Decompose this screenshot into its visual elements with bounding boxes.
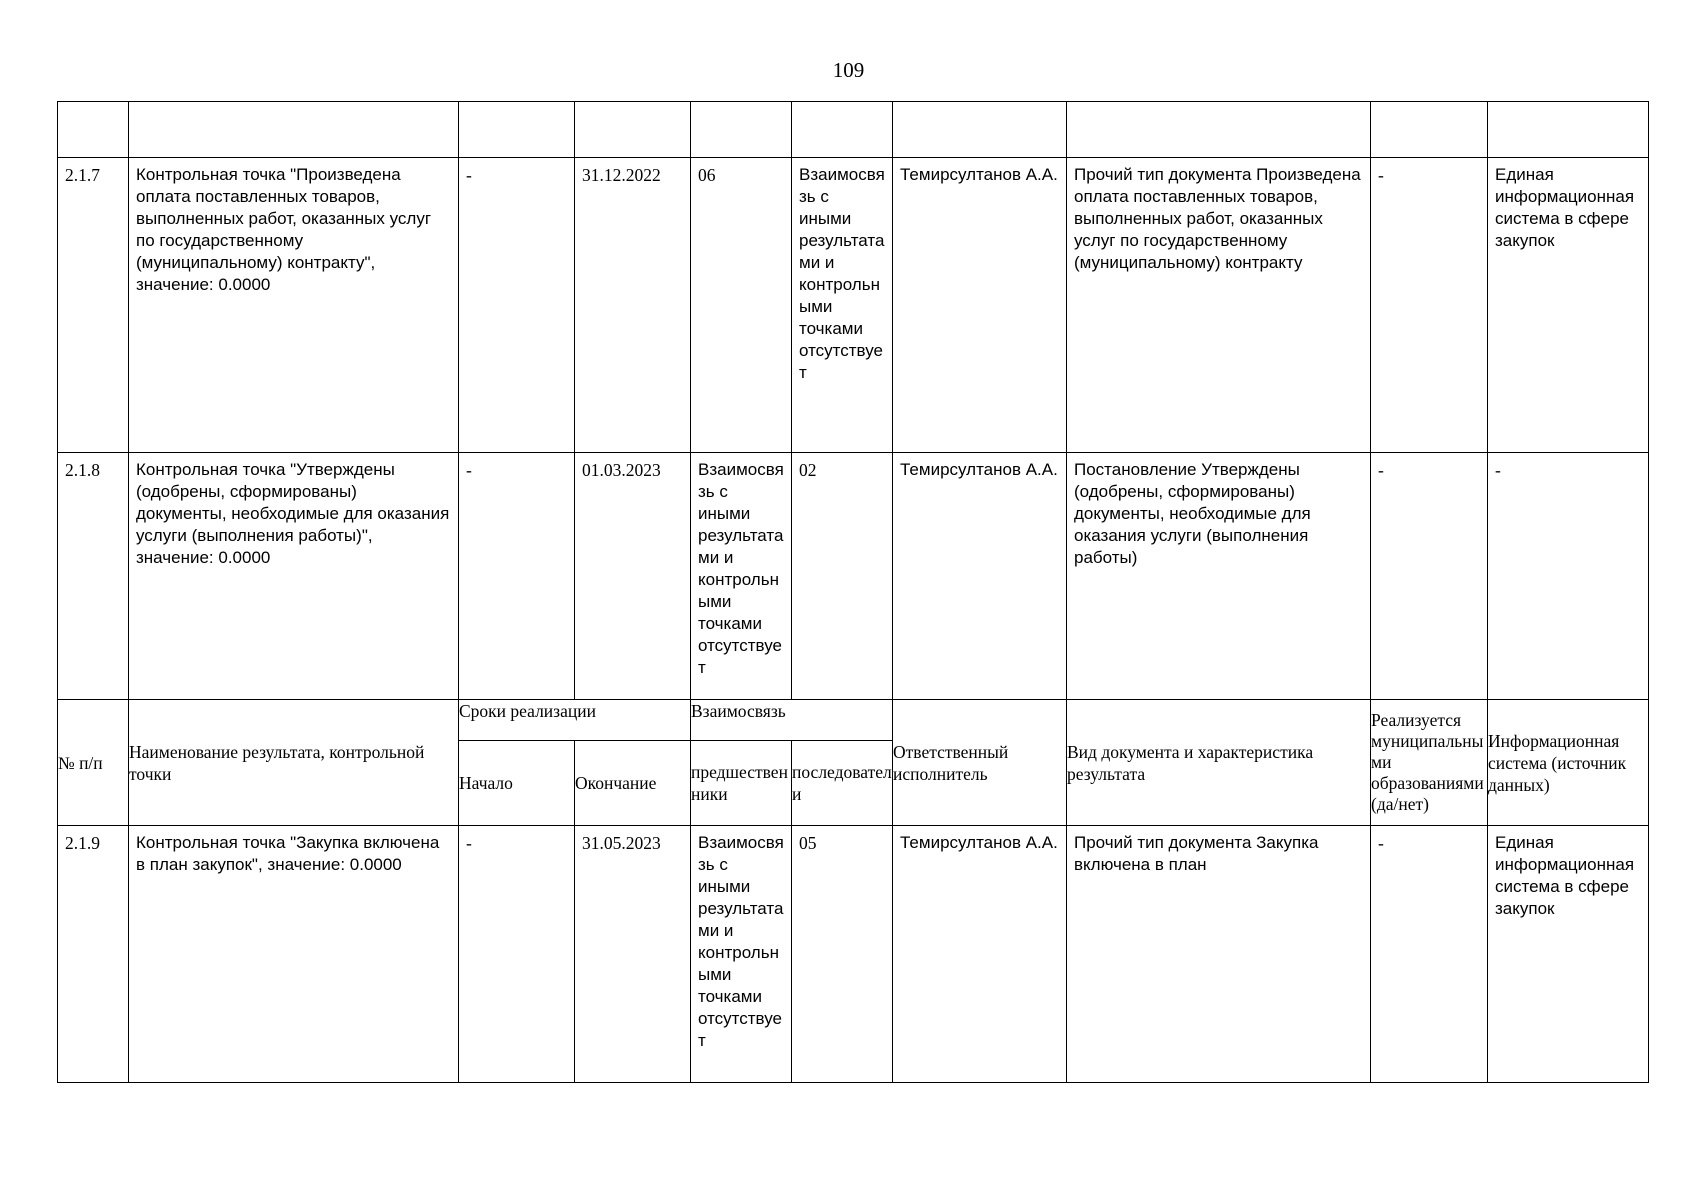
header-system: Информационная система (источник данных) xyxy=(1488,700,1649,826)
end-date: 01.03.2023 xyxy=(575,453,691,700)
municipal: - xyxy=(1371,826,1488,1083)
start-date: - xyxy=(459,158,575,453)
responsible: Темирсултанов А.А. xyxy=(893,158,1067,453)
responsible: Темирсултанов А.А. xyxy=(893,453,1067,700)
header-relation: Взаимосвязь xyxy=(691,700,893,741)
info-system: Единая информационная система в сфере закупок xyxy=(1488,158,1649,453)
header-terms: Сроки реализации xyxy=(459,700,691,741)
table-cell xyxy=(1067,102,1371,158)
row-number: 2.1.7 xyxy=(58,158,129,453)
header-predecessors: предшественники xyxy=(691,741,792,826)
row-number: 2.1.8 xyxy=(58,453,129,700)
predecessors: Взаимосвязь с иными результатами и контрольными точками отсутствует xyxy=(691,826,792,1083)
table-cell xyxy=(792,102,893,158)
predecessors: Взаимосвязь с иными результатами и контрольными точками отсутствует xyxy=(691,453,792,700)
info-system: Единая информационная система в сфере закупок xyxy=(1488,826,1649,1083)
result-name: Контрольная точка "Закупка включена в план закупок", значение: 0.0000 xyxy=(129,826,459,1083)
predecessors: 06 xyxy=(691,158,792,453)
table-cell xyxy=(58,102,129,158)
document-type: Прочий тип документа Произведена оплата поставленных товаров, выполненных работ, оказанных услуг по государственному (муниципальному) контракту xyxy=(1067,158,1371,453)
start-date: - xyxy=(459,826,575,1083)
document-type: Постановление Утверждены (одобрены, сформированы) документы, необходимые для оказания услуги (выполнения работы) xyxy=(1067,453,1371,700)
header-num: № п/п xyxy=(58,700,129,826)
document-type: Прочий тип документа Закупка включена в план xyxy=(1067,826,1371,1083)
result-name: Контрольная точка "Произведена оплата поставленных товаров, выполненных работ, оказанных услуг по государственному (муниципальному) контракту", значение: 0.0000 xyxy=(129,158,459,453)
municipal: - xyxy=(1371,453,1488,700)
header-municipal: Реализуется муниципальными образованиями (да/нет) xyxy=(1371,700,1488,826)
table-cell xyxy=(1371,102,1488,158)
header-row-top xyxy=(58,700,1649,741)
table-cell xyxy=(575,102,691,158)
table-cell xyxy=(691,102,792,158)
page-number: 109 xyxy=(832,58,865,82)
info-system: - xyxy=(1488,453,1649,700)
responsible: Темирсултанов А.А. xyxy=(893,826,1067,1083)
successors: Взаимосвязь с иными результатами и контрольными точками отсутствует xyxy=(792,158,893,453)
result-name: Контрольная точка "Утверждены (одобрены, сформированы) документы, необходимые для оказания услуги (выполнения работы)", значение: 0.0000 xyxy=(129,453,459,700)
header-document: Вид документа и характеристика результата xyxy=(1067,700,1371,826)
row-number: 2.1.9 xyxy=(58,826,129,1083)
end-date: 31.05.2023 xyxy=(575,826,691,1083)
successors: 02 xyxy=(792,453,893,700)
table-cell xyxy=(129,102,459,158)
start-date: - xyxy=(459,453,575,700)
header-start: Начало xyxy=(459,741,575,826)
table-cell xyxy=(1488,102,1649,158)
header-responsible: Ответственный исполнитель xyxy=(893,700,1067,826)
table-row xyxy=(58,826,1649,1083)
header-successors: последователи xyxy=(792,741,893,826)
table-cell xyxy=(459,102,575,158)
successors: 05 xyxy=(792,826,893,1083)
end-date: 31.12.2022 xyxy=(575,158,691,453)
header-name: Наименование результата, контрольной точки xyxy=(129,700,459,826)
header-end: Окончание xyxy=(575,741,691,826)
table-row xyxy=(58,453,1649,700)
table-row xyxy=(58,158,1649,453)
table-cell xyxy=(893,102,1067,158)
municipal: - xyxy=(1371,158,1488,453)
table-row-empty xyxy=(58,102,1649,158)
results-table xyxy=(57,101,1649,1083)
